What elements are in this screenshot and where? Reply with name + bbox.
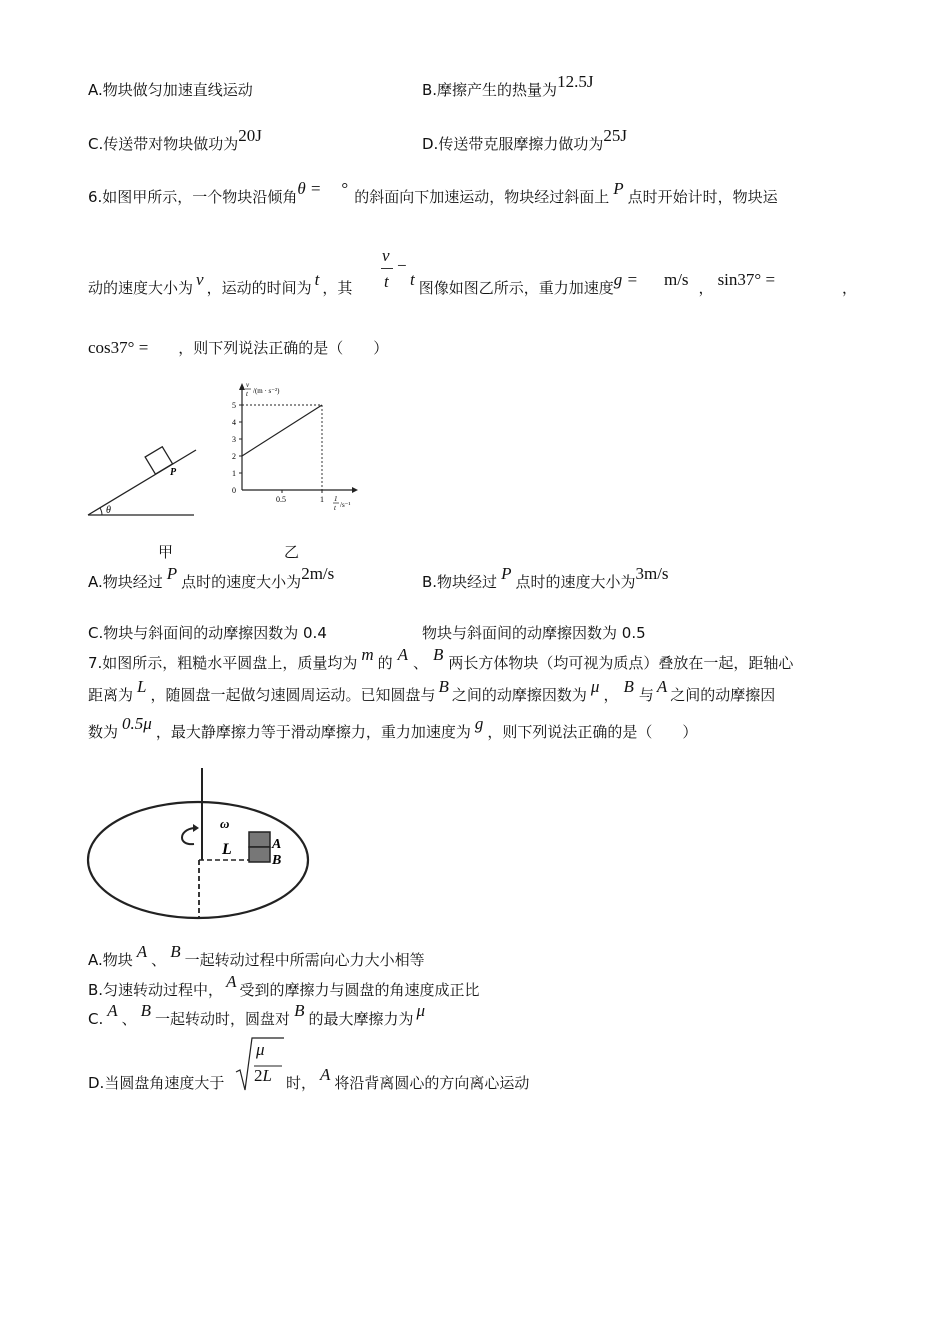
incline-block: [145, 447, 172, 474]
omega-arrow: [182, 828, 194, 844]
q6-stem-line3: cos37° = ，则下列说法正确的是（ ）: [88, 338, 389, 357]
graph-ylabel-den: t: [246, 390, 248, 398]
graph-y-tick-label: 0: [232, 486, 236, 495]
q6-graph-figure: [222, 380, 362, 515]
graph-x-axis-arrow: [352, 487, 358, 493]
graph-ylabel-unit: /(m · s⁻²): [253, 387, 280, 395]
graph-data-line: [242, 405, 322, 456]
q6-option-a: A.物块经过 P 点时的速度大小为2m/s: [88, 564, 335, 591]
q6-dash: −: [397, 256, 407, 275]
block-b: [249, 847, 270, 862]
q5-option-d: D.传送带克服摩擦力做功为25J: [422, 126, 627, 153]
incline-label-theta: θ: [106, 505, 111, 516]
q6-option-d: 物块与斜面间的动摩擦因数为 0.5: [422, 624, 646, 642]
q5-option-c: C.传送带对物块做功为20J: [88, 126, 262, 153]
q6-caption-left: 甲: [158, 543, 174, 561]
q6-comma: ，: [842, 279, 858, 297]
q6-option-c: C.物块与斜面间的动摩擦因数为 0.4: [88, 624, 327, 642]
disk-label-omega: ω: [220, 816, 230, 831]
q6-caption-right: 乙: [284, 543, 300, 561]
graph-y-tick-label: 1: [232, 469, 236, 478]
graph-xlabel-den: t: [334, 504, 336, 512]
q7-disk-figure: [86, 766, 316, 924]
q7-option-a: A.物块 A 、 B 一起转动过程中所需向心力大小相等: [88, 942, 425, 969]
q6-fraction-bar: [381, 268, 393, 269]
q7-stem-line1: 7.如图所示，粗糙水平圆盘上，质量均为 m 的 A 、 B 两长方体物块（均可视为质点）叠放在一起，距轴心: [88, 645, 794, 672]
graph-x-tick-label: 1: [320, 495, 324, 504]
q6-stem-line1: 6.如图甲所示，一个物块沿倾角θ = ° 的斜面向下加速运动，物块经过斜面上 P 点时开始计时，物块运: [88, 179, 778, 206]
omega-arrow-head: [193, 824, 199, 832]
graph-y-tick-label: 5: [232, 401, 236, 410]
q6-fraction-numerator: v: [382, 246, 390, 265]
q6-incline-figure: [84, 438, 200, 520]
graph-x-tick-label: 0.5: [276, 495, 286, 504]
q6-stem-line2: 动的速度大小为 v ，运动的时间为 t ，其: [88, 270, 353, 297]
q7-option-d: D.当圆盘角速度大于: [88, 1074, 225, 1092]
incline-slope-line: [88, 450, 196, 515]
disk-label-b: B: [272, 853, 282, 868]
graph-y-tick-label: 3: [232, 435, 236, 444]
q6-stem-line2-cont: t 图像如图乙所示，重力加速度g = m/s ， sin37° =: [410, 270, 776, 297]
incline-angle-arc: [100, 508, 102, 515]
graph-ylabel-num: v: [246, 381, 250, 389]
q6-fraction-denominator: t: [384, 272, 389, 291]
graph-xlabel-num: 1: [334, 495, 338, 503]
q7-stem-line2: 距离为 L ，随圆盘一起做匀速圆周运动。已知圆盘与 B 之间的动摩擦因数为 μ ， B 与 A 之间的动摩擦因: [88, 677, 776, 704]
sqrt-denominator: 2L: [254, 1066, 272, 1085]
q7-option-c: C. A 、 B 一起转动时，圆盘对 B 的最大摩擦力为 μ: [88, 1001, 426, 1028]
disk-label-l: L: [222, 841, 232, 858]
block-a: [249, 832, 270, 847]
q7-stem-line3: 数为 0.5μ ，最大静摩擦力等于滑动摩擦力，重力加速度为 g ，则下列说法正确的是（ ）: [88, 714, 698, 741]
q6-option-b: B.物块经过 P 点时的速度大小为3m/s: [422, 564, 669, 591]
sqrt-numerator: μ: [256, 1040, 265, 1059]
graph-y-tick-label: 2: [232, 452, 236, 461]
q5-option-b: B.摩擦产生的热量为12.5J: [422, 72, 594, 99]
graph-y-axis-arrow: [239, 383, 245, 390]
graph-y-tick-label: 4: [232, 418, 236, 427]
disk-label-a: A: [272, 837, 282, 852]
q7-option-b: B.匀速转动过程中， A 受到的摩擦力与圆盘的角速度成正比: [88, 972, 480, 999]
q5-option-a: A.物块做匀加速直线运动: [88, 81, 253, 99]
q7-option-d-cont: 时， A 将沿背离圆心的方向离心运动: [286, 1065, 530, 1092]
incline-label-p: P: [170, 467, 177, 478]
graph-xlabel-unit: /s⁻¹: [340, 501, 351, 509]
